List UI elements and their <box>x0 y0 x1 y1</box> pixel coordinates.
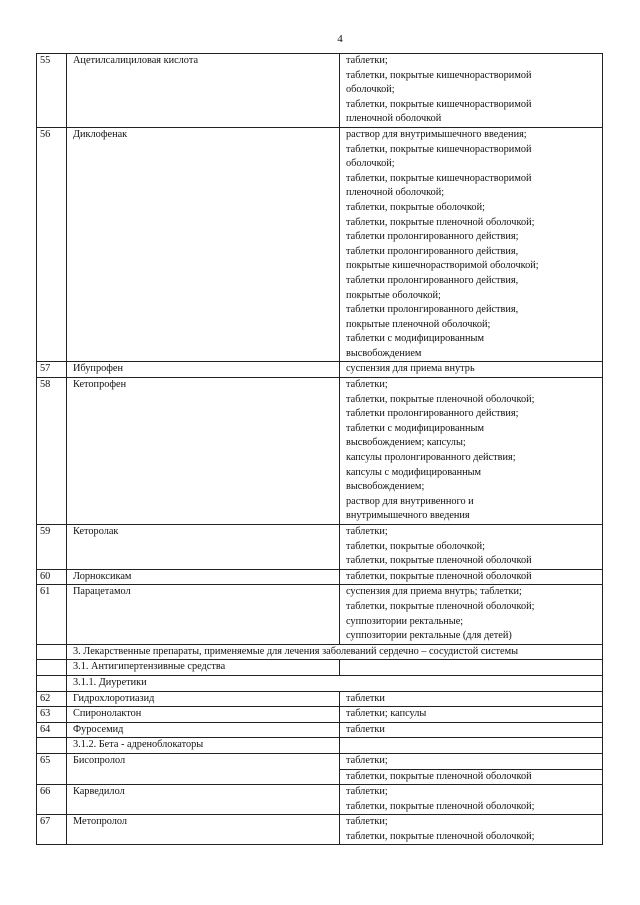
dosage-form-line: высвобождением; капсулы; <box>346 437 466 449</box>
dosage-form-line: высвобождением <box>346 347 422 359</box>
table-row <box>37 54 603 128</box>
drug-name: Бисопролол <box>67 753 340 784</box>
dosage-form-line: таблетки, покрытые пленочной оболочкой <box>346 570 532 582</box>
dosage-form-line: покрытые кишечнорастворимой оболочкой; <box>346 260 539 272</box>
row-number: 66 <box>37 785 67 815</box>
dosage-forms <box>340 569 603 585</box>
dosage-form-line: таблетки; <box>346 816 388 828</box>
table-row <box>37 644 603 660</box>
row-number: 67 <box>37 815 67 845</box>
dosage-form-line: суспензия для приема внутрь <box>346 363 475 375</box>
dosage-form-line: таблетки с модифицированным <box>346 333 484 345</box>
row-number: 60 <box>37 569 67 585</box>
row-number: 62 <box>37 691 67 707</box>
dosage-form-line: таблетки; <box>346 526 388 537</box>
drug-name: Парацетамол <box>67 585 340 644</box>
dosage-form-line: суспензия для приема внутрь; таблетки; <box>346 586 522 598</box>
row-number-empty <box>37 644 67 660</box>
table-row <box>37 569 603 585</box>
dosage-form-line: таблетки, покрытые пленочной оболочкой <box>340 769 602 785</box>
drug-name: Спиронолактон <box>67 707 340 723</box>
table-row <box>37 585 603 644</box>
row-number: 56 <box>37 127 67 362</box>
dosage-forms <box>340 815 603 845</box>
row-number: 61 <box>37 585 67 644</box>
row-number: 63 <box>37 707 67 723</box>
dosage-form-line: высвобождением; <box>346 481 425 493</box>
dosage-form-line: таблетки, покрытые кишечнорастворимой <box>346 143 532 155</box>
dosage-form-line: таблетки <box>346 692 385 704</box>
dosage-form-line: таблетки, покрытые пленочной оболочкой; <box>346 800 535 812</box>
dosage-form-line: таблетки с модифицированным <box>346 422 484 434</box>
dosage-form-line: таблетки пролонгированного действия; <box>346 408 519 420</box>
dosage-form-line: пленочной оболочкой <box>346 113 442 125</box>
drug-name: Ибупрофен <box>67 362 340 378</box>
dosage-forms <box>340 127 603 362</box>
table-row <box>37 362 603 378</box>
dosage-forms <box>340 525 603 570</box>
row-number: 65 <box>37 753 67 784</box>
drug-name: Лорноксикам <box>67 569 340 585</box>
table-row <box>37 707 603 723</box>
dosage-form-line: таблетки, покрытые кишечнорастворимой <box>346 172 532 184</box>
empty-cell <box>340 660 603 676</box>
dosage-form-line: таблетки, покрытые пленочной оболочкой; <box>346 600 535 612</box>
table-row <box>37 722 603 738</box>
table-row <box>37 738 603 754</box>
table-row <box>37 660 603 676</box>
dosage-form-line: таблетки; <box>346 754 388 766</box>
row-number: 57 <box>37 362 67 378</box>
dosage-forms <box>340 362 603 378</box>
table-row <box>37 675 603 691</box>
row-number: 58 <box>37 378 67 525</box>
dosage-form-line: покрытые оболочкой; <box>346 289 441 301</box>
dosage-forms <box>340 691 603 707</box>
dosage-form-line: капсулы с модифицированным <box>346 466 482 478</box>
dosage-form-line: покрытые пленочной оболочкой; <box>346 318 491 330</box>
dosage-forms <box>340 54 603 128</box>
dosage-form-line: таблетки, покрытые пленочной оболочкой <box>346 555 532 567</box>
dosage-form-line: таблетки <box>346 723 385 735</box>
section-heading <box>67 675 603 691</box>
dosage-form-line: таблетки пролонгированного действия, <box>346 245 519 257</box>
dosage-form-line: таблетки, покрытые кишечнорастворимой <box>346 98 532 110</box>
section-heading <box>67 644 603 660</box>
table-row <box>37 815 603 845</box>
drug-list-table <box>36 53 603 845</box>
dosage-forms <box>340 707 603 723</box>
dosage-forms <box>340 585 603 644</box>
dosage-form-line: таблетки; <box>346 786 388 798</box>
dosage-forms <box>340 785 603 815</box>
dosage-form-line: таблетки пролонгированного действия, <box>346 304 519 316</box>
dosage-form-line: суппозитории ректальные (для детей) <box>346 630 512 642</box>
drug-name: Кеторолак <box>67 525 340 570</box>
row-number-empty <box>37 675 67 691</box>
section-heading: 3.1.2. Бета - адреноблокаторы <box>67 738 340 754</box>
dosage-form-line: таблетки; капсулы <box>346 708 427 720</box>
dosage-form-line: таблетки, покрытые кишечнорастворимой <box>346 69 532 81</box>
dosage-forms <box>340 722 603 738</box>
drug-name: Кетопрофен <box>67 378 340 525</box>
table-row <box>37 127 603 362</box>
section-heading: 3.1. Антигипертензивные средства <box>67 660 340 676</box>
dosage-forms <box>340 753 603 784</box>
drug-name: Ацетилсалициловая кислота <box>67 54 340 128</box>
page-number: 4 <box>337 33 343 45</box>
dosage-form-line: таблетки пролонгированного действия; <box>346 231 519 243</box>
table-row <box>37 785 603 815</box>
dosage-form-line: таблетки пролонгированного действия, <box>346 274 519 286</box>
empty-cell <box>340 738 603 754</box>
dosage-form-line: таблетки, покрытые оболочкой; <box>346 201 485 213</box>
dosage-form-line: таблетки; <box>346 379 388 391</box>
row-number: 55 <box>37 54 67 128</box>
dosage-form-line: таблетки; <box>346 55 388 66</box>
drug-name: Диклофенак <box>67 127 340 362</box>
dosage-form-line: таблетки, покрытые пленочной оболочкой; <box>346 393 535 405</box>
drug-name: Метопролол <box>67 815 340 845</box>
dosage-form-line: суппозитории ректальные; <box>346 615 464 627</box>
dosage-form-line: таблетки, покрытые пленочной оболочкой; <box>346 830 535 842</box>
dosage-form-line: таблетки, покрытые оболочкой; <box>346 540 485 552</box>
dosage-form-line: внутримышечного введения <box>346 510 470 522</box>
table-row <box>37 691 603 707</box>
drug-name: Гидрохлоротиазид <box>67 691 340 707</box>
dosage-form-line: раствор для внутривенного и <box>346 495 474 507</box>
drug-name: Фуросемид <box>67 722 340 738</box>
section-heading-text: 3. Лекарственные препараты, применяемые для лечения заболеваний сердечно – сосудистой системы <box>73 645 519 657</box>
dosage-form-line: оболочкой; <box>346 158 395 170</box>
row-number: 59 <box>37 525 67 570</box>
dosage-forms <box>340 378 603 525</box>
row-number-empty <box>37 660 67 676</box>
dosage-form-line: таблетки, покрытые пленочной оболочкой; <box>346 216 535 228</box>
dosage-form-line: раствор для внутримышечного введения; <box>346 128 527 140</box>
dosage-form-line: оболочкой; <box>346 84 395 96</box>
table-row <box>37 525 603 570</box>
section-heading-text: 3.1.1. Диуретики <box>73 676 147 688</box>
row-number-empty <box>37 738 67 754</box>
dosage-form-line: капсулы пролонгированного действия; <box>346 452 516 464</box>
row-number: 64 <box>37 722 67 738</box>
drug-name: Карведилол <box>67 785 340 815</box>
table-row <box>37 753 603 784</box>
table-row <box>37 378 603 525</box>
dosage-form-line: пленочной оболочкой; <box>346 187 445 199</box>
